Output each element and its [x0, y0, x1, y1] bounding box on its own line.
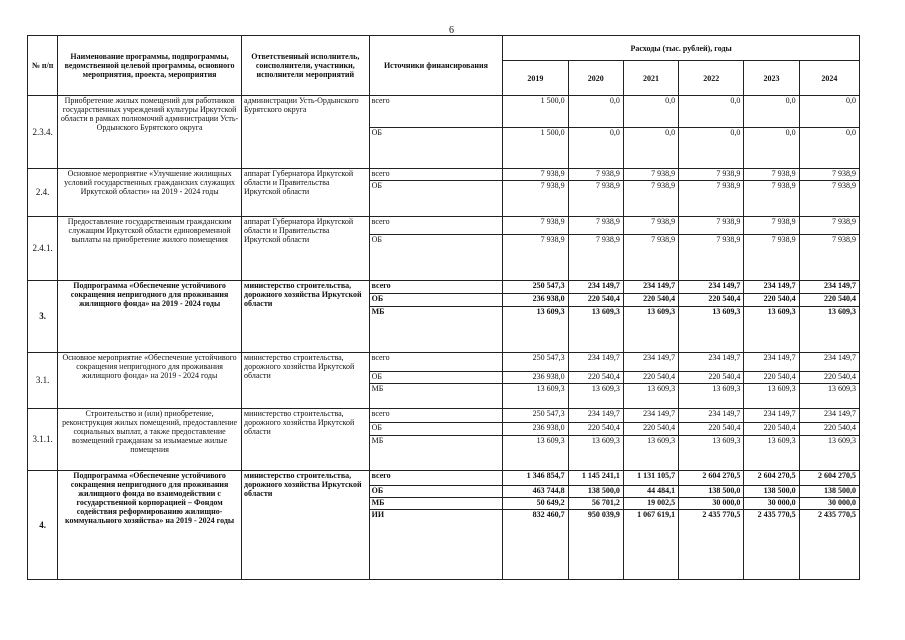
header-year: 2024 [799, 61, 859, 96]
funding-source: ОБ [369, 235, 503, 281]
table-row [28, 281, 860, 294]
header-responsible: Ответственный исполнитель, соисполнители, участники, исполнители мероприятий [242, 36, 370, 96]
expense-value: 234 149,7 [799, 353, 859, 372]
funding-source: МБ [369, 307, 503, 353]
expense-value: 1 145 241,1 [568, 471, 623, 486]
expense-value: 1 131 105,7 [623, 471, 678, 486]
expense-value: 13 609,3 [623, 384, 678, 409]
expense-value: 236 938,0 [503, 372, 568, 384]
table-body [28, 96, 860, 580]
expense-value: 234 149,7 [623, 281, 678, 294]
expense-value: 0,0 [568, 96, 623, 128]
financing-table [27, 35, 860, 580]
expense-value: 7 938,9 [503, 169, 568, 181]
expense-value: 220 540,4 [799, 294, 859, 307]
expense-value: 7 938,9 [623, 217, 678, 235]
funding-source: всего [369, 96, 503, 128]
program-name: Предоставление государственным гражданским служащим Иркутской области единовременной выплаты на приобретение жилого помещения [58, 217, 242, 281]
expense-value: 2 604 270,5 [799, 471, 859, 486]
row-number: 3. [28, 281, 58, 353]
expense-value: 0,0 [744, 128, 799, 169]
expense-value: 13 609,3 [568, 436, 623, 471]
header-sources: Источники финансирования [369, 36, 503, 96]
header-year: 2022 [679, 61, 744, 96]
program-name: Приобретение жилых помещений для работников государственных учреждений культуры Иркутской области в рамках полномочий администрации Усть-Ордынского Бурятского округа [58, 96, 242, 169]
expense-value: 7 938,9 [799, 217, 859, 235]
expense-value: 30 000,0 [744, 498, 799, 510]
expense-value: 236 938,0 [503, 423, 568, 436]
expense-value: 2 435 770,5 [744, 510, 799, 580]
expense-value: 13 609,3 [679, 436, 744, 471]
row-number: 4. [28, 471, 58, 580]
header-year: 2021 [623, 61, 678, 96]
expense-value: 13 609,3 [623, 436, 678, 471]
expense-value: 50 649,2 [503, 498, 568, 510]
expense-value: 0,0 [623, 96, 678, 128]
expense-value: 950 039,9 [568, 510, 623, 580]
funding-source: МБ [369, 498, 503, 510]
row-number: 3.1.1. [28, 409, 58, 471]
expense-value: 220 540,4 [679, 372, 744, 384]
expense-value: 0,0 [679, 128, 744, 169]
expense-value: 13 609,3 [568, 307, 623, 353]
expense-value: 0,0 [679, 96, 744, 128]
expense-value: 7 938,9 [503, 181, 568, 217]
funding-source: всего [369, 409, 503, 423]
row-number: 3.1. [28, 353, 58, 409]
funding-source: ИИ [369, 510, 503, 580]
funding-source: МБ [369, 384, 503, 409]
expense-value: 2 435 770,5 [679, 510, 744, 580]
expense-value: 1 067 619,1 [623, 510, 678, 580]
expense-value: 7 938,9 [744, 235, 799, 281]
expense-value: 7 938,9 [623, 235, 678, 281]
expense-value: 220 540,4 [568, 294, 623, 307]
funding-source: ОБ [369, 128, 503, 169]
program-name: Подпрограмма «Обеспечение устойчивого сокращения непригодного для проживания жилищного фонда» на 2019 - 2024 годы [58, 281, 242, 353]
expense-value: 0,0 [623, 128, 678, 169]
funding-source: ОБ [369, 181, 503, 217]
responsible-executor: министерство строительства, дорожного хозяйства Иркутской области [242, 353, 370, 409]
expense-value: 0,0 [744, 96, 799, 128]
expense-value: 7 938,9 [679, 169, 744, 181]
expense-value: 234 149,7 [679, 353, 744, 372]
expense-value: 463 744,8 [503, 486, 568, 498]
header-year: 2023 [744, 61, 799, 96]
funding-source: ОБ [369, 372, 503, 384]
expense-value: 7 938,9 [568, 181, 623, 217]
expense-value: 250 547,3 [503, 409, 568, 423]
row-number: 2.4. [28, 169, 58, 217]
responsible-executor: администрации Усть-Ордынского Бурятского округа [242, 96, 370, 169]
expense-value: 220 540,4 [744, 372, 799, 384]
expense-value: 220 540,4 [568, 423, 623, 436]
funding-source: МБ [369, 436, 503, 471]
expense-value: 220 540,4 [623, 423, 678, 436]
expense-value: 7 938,9 [679, 217, 744, 235]
responsible-executor: аппарат Губернатора Иркутской области и Правительства Иркутской области [242, 169, 370, 217]
expense-value: 13 609,3 [799, 307, 859, 353]
expense-value: 7 938,9 [568, 169, 623, 181]
expense-value: 250 547,3 [503, 353, 568, 372]
expense-value: 1 500,0 [503, 128, 568, 169]
expense-value: 13 609,3 [503, 436, 568, 471]
expense-value: 234 149,7 [568, 353, 623, 372]
funding-source: всего [369, 217, 503, 235]
expense-value: 13 609,3 [679, 307, 744, 353]
responsible-executor: министерство строительства, дорожного хозяйства Иркутской области [242, 471, 370, 580]
expense-value: 220 540,4 [744, 294, 799, 307]
table-row [28, 96, 860, 128]
expense-value: 220 540,4 [799, 372, 859, 384]
expense-value: 220 540,4 [799, 423, 859, 436]
expense-value: 138 500,0 [568, 486, 623, 498]
expense-value: 7 938,9 [503, 217, 568, 235]
expense-value: 234 149,7 [568, 281, 623, 294]
expense-value: 2 604 270,5 [679, 471, 744, 486]
header-expenses: Расходы (тыс. рублей), годы [503, 36, 860, 61]
funding-source: всего [369, 471, 503, 486]
expense-value: 0,0 [568, 128, 623, 169]
expense-value: 13 609,3 [799, 384, 859, 409]
row-number: 2.3.4. [28, 96, 58, 169]
expense-value: 7 938,9 [679, 181, 744, 217]
expense-value: 236 938,0 [503, 294, 568, 307]
header-num: № п/п [28, 36, 58, 96]
table-row [28, 217, 860, 235]
program-name: Строительство и (или) приобретение, реконструкция жилых помещений, предоставление социальных выплат, а также предоставление возмещений гражданам за изымаемые жилые помещения [58, 409, 242, 471]
expense-value: 13 609,3 [744, 436, 799, 471]
expense-value: 220 540,4 [744, 423, 799, 436]
table-row [28, 169, 860, 181]
responsible-executor: министерство строительства, дорожного хозяйства Иркутской области [242, 409, 370, 471]
expense-value: 13 609,3 [744, 307, 799, 353]
expense-value: 220 540,4 [623, 294, 678, 307]
row-number: 2.4.1. [28, 217, 58, 281]
expense-value: 234 149,7 [744, 281, 799, 294]
funding-source: всего [369, 353, 503, 372]
expense-value: 7 938,9 [623, 169, 678, 181]
expense-value: 56 701,2 [568, 498, 623, 510]
responsible-executor: министерство строительства, дорожного хозяйства Иркутской области [242, 281, 370, 353]
page-number: 6 [449, 25, 454, 36]
expense-value: 7 938,9 [568, 217, 623, 235]
expense-value: 0,0 [799, 96, 859, 128]
expense-value: 220 540,4 [679, 423, 744, 436]
program-name: Основное мероприятие «Улучшение жилищных условий государственных гражданских служащих Иркутской области» на 2019 - 2024 годы [58, 169, 242, 217]
header-year: 2019 [503, 61, 568, 96]
expense-value: 138 500,0 [744, 486, 799, 498]
header-year: 2020 [568, 61, 623, 96]
expense-value: 7 938,9 [799, 181, 859, 217]
expense-value: 220 540,4 [568, 372, 623, 384]
expense-value: 7 938,9 [799, 169, 859, 181]
expense-value: 234 149,7 [799, 409, 859, 423]
expense-value: 7 938,9 [799, 235, 859, 281]
expense-value: 234 149,7 [568, 409, 623, 423]
expense-value: 138 500,0 [799, 486, 859, 498]
expense-value: 234 149,7 [623, 353, 678, 372]
table-header [28, 36, 860, 96]
expense-value: 0,0 [799, 128, 859, 169]
expense-value: 1 346 854,7 [503, 471, 568, 486]
expense-value: 220 540,4 [623, 372, 678, 384]
expense-value: 234 149,7 [623, 409, 678, 423]
funding-source: ОБ [369, 423, 503, 436]
header-name: Наименование программы, подпрограммы, ведомственной целевой программы, основного мероприятия, проекта, мероприятия [58, 36, 242, 96]
expense-value: 13 609,3 [503, 307, 568, 353]
expense-value: 13 609,3 [503, 384, 568, 409]
expense-value: 234 149,7 [799, 281, 859, 294]
expense-value: 234 149,7 [679, 281, 744, 294]
table-row [28, 409, 860, 423]
responsible-executor: аппарат Губернатора Иркутской области и Правительства Иркутской области [242, 217, 370, 281]
expense-value: 2 435 770,5 [799, 510, 859, 580]
expense-value: 7 938,9 [623, 181, 678, 217]
expense-value: 7 938,9 [744, 181, 799, 217]
expense-value: 220 540,4 [679, 294, 744, 307]
expense-value: 13 609,3 [679, 384, 744, 409]
expense-value: 13 609,3 [568, 384, 623, 409]
expense-value: 7 938,9 [744, 169, 799, 181]
expense-value: 7 938,9 [568, 235, 623, 281]
funding-source: всего [369, 281, 503, 294]
funding-source: ОБ [369, 294, 503, 307]
expense-value: 234 149,7 [744, 353, 799, 372]
expense-value: 44 484,1 [623, 486, 678, 498]
table-row [28, 353, 860, 372]
expense-value: 138 500,0 [679, 486, 744, 498]
expense-value: 250 547,3 [503, 281, 568, 294]
funding-source: ОБ [369, 486, 503, 498]
expense-value: 832 460,7 [503, 510, 568, 580]
expense-value: 19 002,5 [623, 498, 678, 510]
program-name: Основное мероприятие «Обеспечение устойчивого сокращения непригодного для проживания жилищного фонда» на 2019 - 2024 годы [58, 353, 242, 409]
expense-value: 13 609,3 [744, 384, 799, 409]
table-row [28, 471, 860, 486]
program-name: Подпрограмма «Обеспечение устойчивого сокращения непригодного для проживания жилищного фонда во взаимодействии с государственной корпорацией – Фондом содействия реформированию жилищно-коммунального хозяйства» на 2019 - 2024 годы [58, 471, 242, 580]
expense-value: 13 609,3 [799, 436, 859, 471]
expense-value: 7 938,9 [679, 235, 744, 281]
expense-value: 7 938,9 [744, 217, 799, 235]
expense-value: 30 000,0 [679, 498, 744, 510]
expense-value: 30 000,0 [799, 498, 859, 510]
funding-source: всего [369, 169, 503, 181]
expense-value: 13 609,3 [623, 307, 678, 353]
expense-value: 1 500,0 [503, 96, 568, 128]
expense-value: 234 149,7 [679, 409, 744, 423]
expense-value: 2 604 270,5 [744, 471, 799, 486]
expense-value: 7 938,9 [503, 235, 568, 281]
expense-value: 234 149,7 [744, 409, 799, 423]
